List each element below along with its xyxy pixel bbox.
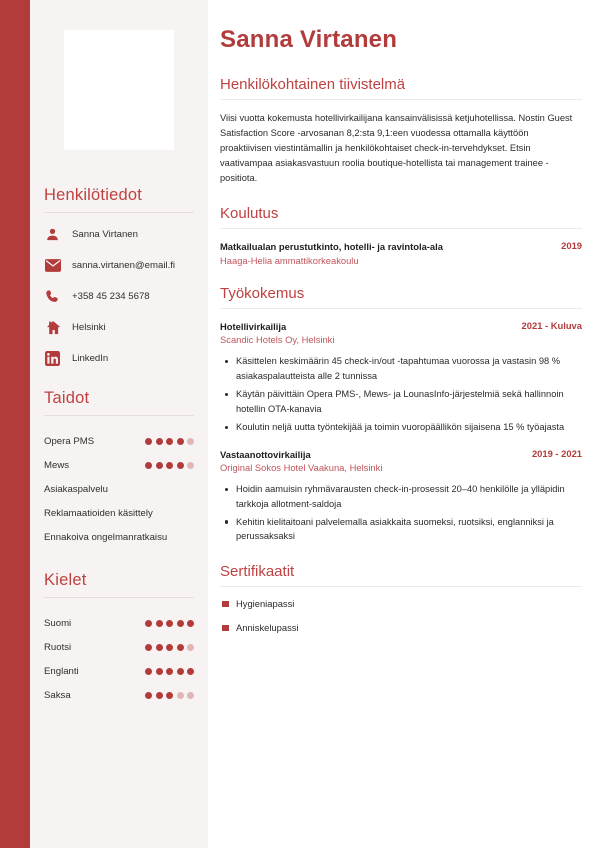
summary-heading: Henkilökohtainen tiivistelmä bbox=[220, 76, 406, 93]
contact-value: Sanna Virtanen bbox=[72, 228, 138, 240]
certificates-list bbox=[220, 598, 582, 633]
home-icon bbox=[44, 319, 61, 336]
divider bbox=[44, 597, 194, 598]
rating-row bbox=[44, 477, 194, 501]
divider bbox=[44, 212, 194, 213]
skills-section bbox=[44, 389, 194, 549]
summary-section bbox=[220, 76, 582, 186]
person-icon bbox=[44, 226, 61, 243]
entry-title: Matkailualan perustutkinto, hotelli- ja ravintola-ala bbox=[220, 241, 443, 253]
experience-list bbox=[220, 320, 582, 544]
rating-row bbox=[44, 659, 194, 683]
contact-row[interactable] bbox=[44, 288, 194, 305]
rating-dot bbox=[187, 692, 194, 699]
rating-dot bbox=[187, 462, 194, 469]
rating-row bbox=[44, 525, 194, 549]
bullet-item: Hoidin aamuisin ryhmävarausten check-in-prosessit 20–40 henkilölle ja ylläpidin tarkkoja allotment-saldoja bbox=[220, 482, 582, 511]
rating-dot bbox=[166, 644, 173, 651]
rating-dot bbox=[187, 438, 194, 445]
rating-dots bbox=[145, 668, 194, 675]
rating-label: Suomi bbox=[44, 617, 72, 629]
contact-row[interactable] bbox=[44, 257, 194, 274]
languages-section bbox=[44, 571, 194, 707]
certificates-heading: Sertifikaatit bbox=[220, 562, 295, 580]
entry-organization: Scandic Hotels Oy, Helsinki bbox=[220, 334, 335, 346]
certificates-section bbox=[220, 563, 582, 633]
education-list bbox=[220, 240, 582, 266]
rating-dots bbox=[145, 438, 194, 445]
rating-dot bbox=[145, 462, 152, 469]
rating-row bbox=[44, 501, 194, 525]
linkedin-icon bbox=[44, 350, 61, 367]
entry-header bbox=[220, 320, 582, 334]
rating-dot bbox=[187, 644, 194, 651]
profile-photo-placeholder bbox=[64, 30, 174, 150]
rating-dot bbox=[177, 692, 184, 699]
main-content bbox=[208, 0, 600, 848]
skills-list bbox=[44, 429, 194, 549]
rating-row bbox=[44, 635, 194, 659]
rating-dot bbox=[166, 668, 173, 675]
contact-row[interactable] bbox=[44, 319, 194, 336]
phone-icon bbox=[44, 288, 61, 305]
contact-row[interactable] bbox=[44, 226, 194, 243]
rating-label: Englanti bbox=[44, 665, 79, 677]
rating-dot bbox=[166, 462, 173, 469]
divider bbox=[220, 228, 582, 229]
entry bbox=[220, 320, 582, 435]
rating-dot bbox=[177, 462, 184, 469]
rating-dot bbox=[145, 438, 152, 445]
bullet-item: Käytän päivittäin Opera PMS-, Mews- ja LounasInfo-järjestelmiä sekä hallinnoin hotellin OTA-kanavia bbox=[220, 387, 582, 416]
personal-details-heading: Henkilötiedot bbox=[44, 186, 142, 204]
languages-list bbox=[44, 611, 194, 707]
rating-dot bbox=[156, 692, 163, 699]
rating-dot bbox=[145, 620, 152, 627]
rating-row bbox=[44, 611, 194, 635]
bullet-item: Käsittelen keskimäärin 45 check-in/out -tapahtumaa vuorossa ja vastasin 98 % asiakaspalautteista alle 2 tunnissa bbox=[220, 354, 582, 383]
entry-header bbox=[220, 448, 582, 462]
education-heading: Koulutus bbox=[220, 205, 279, 223]
rating-dot bbox=[145, 644, 152, 651]
rating-label: Asiakaspalvelu bbox=[44, 483, 108, 495]
entry-organization: Original Sokos Hotel Vaakuna, Helsinki bbox=[220, 462, 383, 474]
certificate-item: Anniskelupassi bbox=[220, 622, 582, 633]
rating-dot bbox=[166, 438, 173, 445]
rating-dot bbox=[177, 620, 184, 627]
rating-dot bbox=[166, 692, 173, 699]
divider bbox=[220, 586, 582, 587]
rating-row bbox=[44, 429, 194, 453]
rating-dot bbox=[156, 620, 163, 627]
skills-heading: Taidot bbox=[44, 389, 90, 407]
rating-label: Mews bbox=[44, 459, 70, 471]
languages-heading: Kielet bbox=[44, 571, 87, 589]
sidebar bbox=[30, 0, 208, 848]
education-section bbox=[220, 205, 582, 266]
entry-title: Hotellivirkailija bbox=[220, 320, 287, 332]
rating-dot bbox=[156, 438, 163, 445]
personal-details-section bbox=[44, 186, 194, 367]
left-accent-stripe bbox=[0, 0, 30, 848]
rating-dots bbox=[145, 620, 194, 627]
entry bbox=[220, 448, 582, 544]
entry-date: 2019 bbox=[561, 240, 582, 252]
rating-dot bbox=[156, 668, 163, 675]
rating-label: Saksa bbox=[44, 689, 71, 701]
rating-dot bbox=[145, 692, 152, 699]
rating-dot bbox=[145, 668, 152, 675]
entry-organization: Haaga-Helia ammattikorkeakoulu bbox=[220, 254, 359, 266]
rating-label: Ruotsi bbox=[44, 641, 72, 653]
divider bbox=[44, 415, 194, 416]
rating-dot bbox=[187, 668, 194, 675]
contact-list bbox=[44, 226, 194, 367]
contact-row[interactable] bbox=[44, 350, 194, 367]
rating-dot bbox=[187, 620, 194, 627]
entry-header bbox=[220, 240, 582, 254]
contact-value: sanna.virtanen@email.fi bbox=[72, 259, 176, 271]
rating-row bbox=[44, 683, 194, 707]
contact-value: LinkedIn bbox=[72, 352, 109, 364]
bullet-item: Koulutin neljä uutta työntekijää ja toimin vuoropäällikön sijaisena 15 % työajasta bbox=[220, 420, 582, 434]
rating-dot bbox=[166, 620, 173, 627]
rating-dot bbox=[156, 644, 163, 651]
divider bbox=[220, 308, 582, 309]
entry-bullets bbox=[220, 354, 582, 434]
entry-date: 2021 - Kuluva bbox=[521, 319, 582, 331]
rating-label: Reklamaatioiden käsittely bbox=[44, 507, 153, 519]
candidate-name: Sanna Virtanen bbox=[220, 26, 398, 53]
entry-bullets bbox=[220, 482, 582, 544]
rating-dots bbox=[145, 644, 194, 651]
rating-dots bbox=[145, 692, 194, 699]
rating-dots bbox=[145, 462, 194, 469]
experience-section bbox=[220, 285, 582, 544]
entry bbox=[220, 240, 582, 266]
certificate-item: Hygieniapassi bbox=[220, 598, 582, 609]
summary-text: Viisi vuotta kokemusta hotellivirkailijana kansainvälisissä ketjuhotellissa. Nostin Guest Satisfaction Score -arvosanan 8,2:sta 9,1:een vuodessa ottamalla käyttöön proaktiivisen viestintämallin ja henkilökohtaiset check-in-tervehdykset. Etsin vaativampaa asiakasvastuun roolia boutique-hotellista tai management trainee -positiota. bbox=[220, 113, 573, 184]
rating-dot bbox=[156, 462, 163, 469]
rating-label: Opera PMS bbox=[44, 435, 95, 447]
rating-dot bbox=[177, 644, 184, 651]
contact-value: Helsinki bbox=[72, 321, 106, 333]
contact-value: +358 45 234 5678 bbox=[72, 290, 150, 302]
rating-dot bbox=[177, 668, 184, 675]
rating-row bbox=[44, 453, 194, 477]
rating-dot bbox=[177, 438, 184, 445]
envelope-icon bbox=[44, 257, 61, 274]
experience-heading: Työkokemus bbox=[220, 284, 305, 302]
entry-title: Vastaanottovirkailija bbox=[220, 448, 311, 460]
divider bbox=[220, 99, 582, 100]
bullet-item: Kehitin kielitaitoani palvelemalla asiakkaita suomeksi, ruotsiksi, englanniksi ja perussaksaksi bbox=[220, 515, 582, 544]
entry-date: 2019 - 2021 bbox=[531, 447, 582, 459]
rating-label: Ennakoiva ongelmanratkaisu bbox=[44, 531, 168, 543]
